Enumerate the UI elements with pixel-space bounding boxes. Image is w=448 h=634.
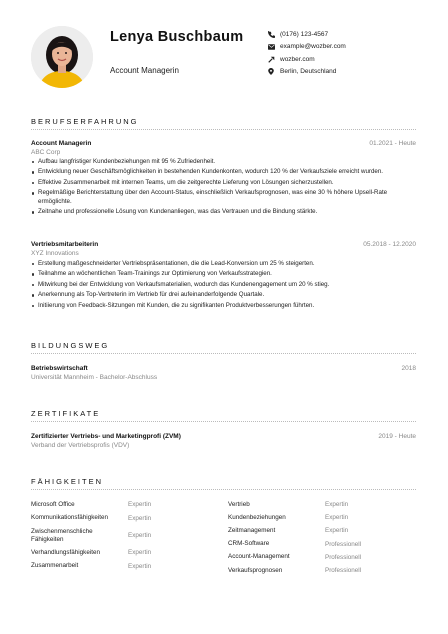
education-school: Universität Mannheim - Bachelor-Abschluss <box>31 374 158 381</box>
skill-name: Vertrieb <box>228 500 250 508</box>
education-degree: Betriebswirtschaft <box>31 365 88 372</box>
skill-name: Verkaufsprognosen <box>228 566 283 574</box>
skill-name: Kundenbeziehungen <box>228 513 286 521</box>
skill-name: Verhandlungsfähigkeiten <box>31 548 100 556</box>
website-text[interactable]: wozber.com <box>280 55 315 63</box>
phone-text[interactable]: (0176) 123-4567 <box>280 30 329 38</box>
job-2-position: Vertriebsmitarbeiterin <box>31 241 99 248</box>
skills-heading: FÄHIGKEITEN <box>31 477 104 486</box>
location-icon <box>268 67 280 77</box>
education-year: 2018 <box>401 365 416 372</box>
job-1-position: Account Managerin <box>31 140 92 147</box>
list-item: Erstellung maßgeschneiderter Vertriebspräsentationen, die die Lead-Konversion um 25 % steigerten. <box>31 260 419 269</box>
skill-row <box>31 498 221 512</box>
skill-level: Expertin <box>325 514 349 522</box>
certificate-name: Zertifizierter Vertriebs- und Marketingprofi (ZVM) <box>31 433 181 440</box>
candidate-role: Account Managerin <box>110 66 179 75</box>
education-heading: BILDUNGSWEG <box>31 341 110 350</box>
skill-level: Expertin <box>325 501 349 509</box>
certificates-heading: ZERTIFIKATE <box>31 409 101 418</box>
skills-right-column <box>228 498 418 577</box>
contact-email <box>268 41 346 54</box>
email-text[interactable]: example@wozber.com <box>280 43 346 51</box>
skills-left-column <box>31 498 221 573</box>
list-item: Entwicklung neuer Geschäftsmöglichkeiten in bestehenden Kundenkonten, wodurch 120 % der Verkaufsziele erreicht wurden. <box>31 168 419 177</box>
certificate-year: 2019 - Heute <box>378 433 416 440</box>
link-icon <box>268 54 280 64</box>
list-item: Teilnahme an wöchentlichen Team-Trainings zur Optimierung von Verkaufsstrategien. <box>31 270 419 279</box>
phone-icon <box>268 29 280 39</box>
skill-row <box>228 551 418 564</box>
list-item: Aufbau langfristiger Kundenbeziehungen mit 95 % Zufriedenheit. <box>31 158 419 167</box>
profile-photo <box>31 26 93 88</box>
list-item: Anerkennung als Top-Vertreterin im Vertrieb für drei aufeinanderfolgende Quartale. <box>31 291 419 300</box>
skill-name: Account-Management <box>228 553 290 561</box>
skill-row <box>31 546 221 560</box>
skill-row <box>31 525 221 546</box>
skill-name: CRM-Software <box>228 540 270 548</box>
skills-divider <box>31 489 416 490</box>
contact-location <box>268 66 346 79</box>
skill-level: Expertin <box>128 549 152 557</box>
list-item: Zeitnahe und professionelle Lösung von Kundenanliegen, was das Vertrauen und die Bindung stärkte. <box>31 208 419 217</box>
skill-level: Expertin <box>128 562 152 570</box>
skill-row <box>228 538 418 551</box>
list-item: Effektive Zusammenarbeit mit internen Teams, um die zeitgerechte Lieferung von Lösungen sicherzustellen. <box>31 179 419 188</box>
skill-name: Microsoft Office <box>31 500 75 508</box>
education-divider <box>31 353 416 354</box>
skill-name: Zusammenarbeit <box>31 562 79 570</box>
contact-phone <box>268 28 346 41</box>
experience-divider <box>31 129 416 130</box>
skill-level: Expertin <box>128 501 152 509</box>
list-item: Initiierung von Feedback-Sitzungen mit Kunden, die zu signifikanten Produktverbesserungen führten. <box>31 302 419 311</box>
skill-level: Expertin <box>128 532 152 539</box>
skill-level: Expertin <box>325 527 349 535</box>
job-1-company: ABC Corp <box>31 149 61 156</box>
experience-heading: BERUFSERFAHRUNG <box>31 117 139 126</box>
job-1-bullets <box>31 158 419 219</box>
skill-level: Professionell <box>325 567 362 575</box>
certificate-issuer: Verband der Vertriebsprofis (VDV) <box>31 442 130 449</box>
mail-icon <box>268 42 280 52</box>
skill-row <box>228 498 418 511</box>
contact-info <box>268 28 346 78</box>
skill-level: Professionell <box>325 553 362 561</box>
list-item: Regelmäßige Berichterstattung über den Account-Status, einschließlich Verkaufsprognosen, was eine 30 % höhere Upsell-Rate ermöglichte. <box>31 189 419 207</box>
candidate-name: Lenya Buschbaum <box>110 29 244 45</box>
job-2-dates: 05.2018 - 12.2020 <box>363 241 416 248</box>
skill-row <box>31 560 221 574</box>
skill-row <box>228 524 418 537</box>
skill-row <box>31 512 221 526</box>
skill-name: Zwischenmenschliche Fähigkeiten <box>31 527 93 543</box>
list-item: Mitwirkung bei der Entwicklung von Verkaufsmaterialien, wodurch das Kundenengagement um 20 % stieg. <box>31 281 419 290</box>
skill-row <box>228 511 418 524</box>
skill-name: Zeitmanagement <box>228 526 276 534</box>
certificates-divider <box>31 421 416 422</box>
job-2-bullets <box>31 260 419 312</box>
job-2-company: XYZ Innovations <box>31 250 79 257</box>
skill-level: Professionell <box>325 540 362 548</box>
skill-level: Expertin <box>128 514 152 522</box>
contact-website <box>268 53 346 66</box>
location-text: Berlin, Deutschland <box>280 68 337 76</box>
skill-row <box>228 564 418 577</box>
job-1-dates: 01.2021 - Heute <box>369 140 416 147</box>
skill-name: Kommunikationsfähigkeiten <box>31 514 109 522</box>
